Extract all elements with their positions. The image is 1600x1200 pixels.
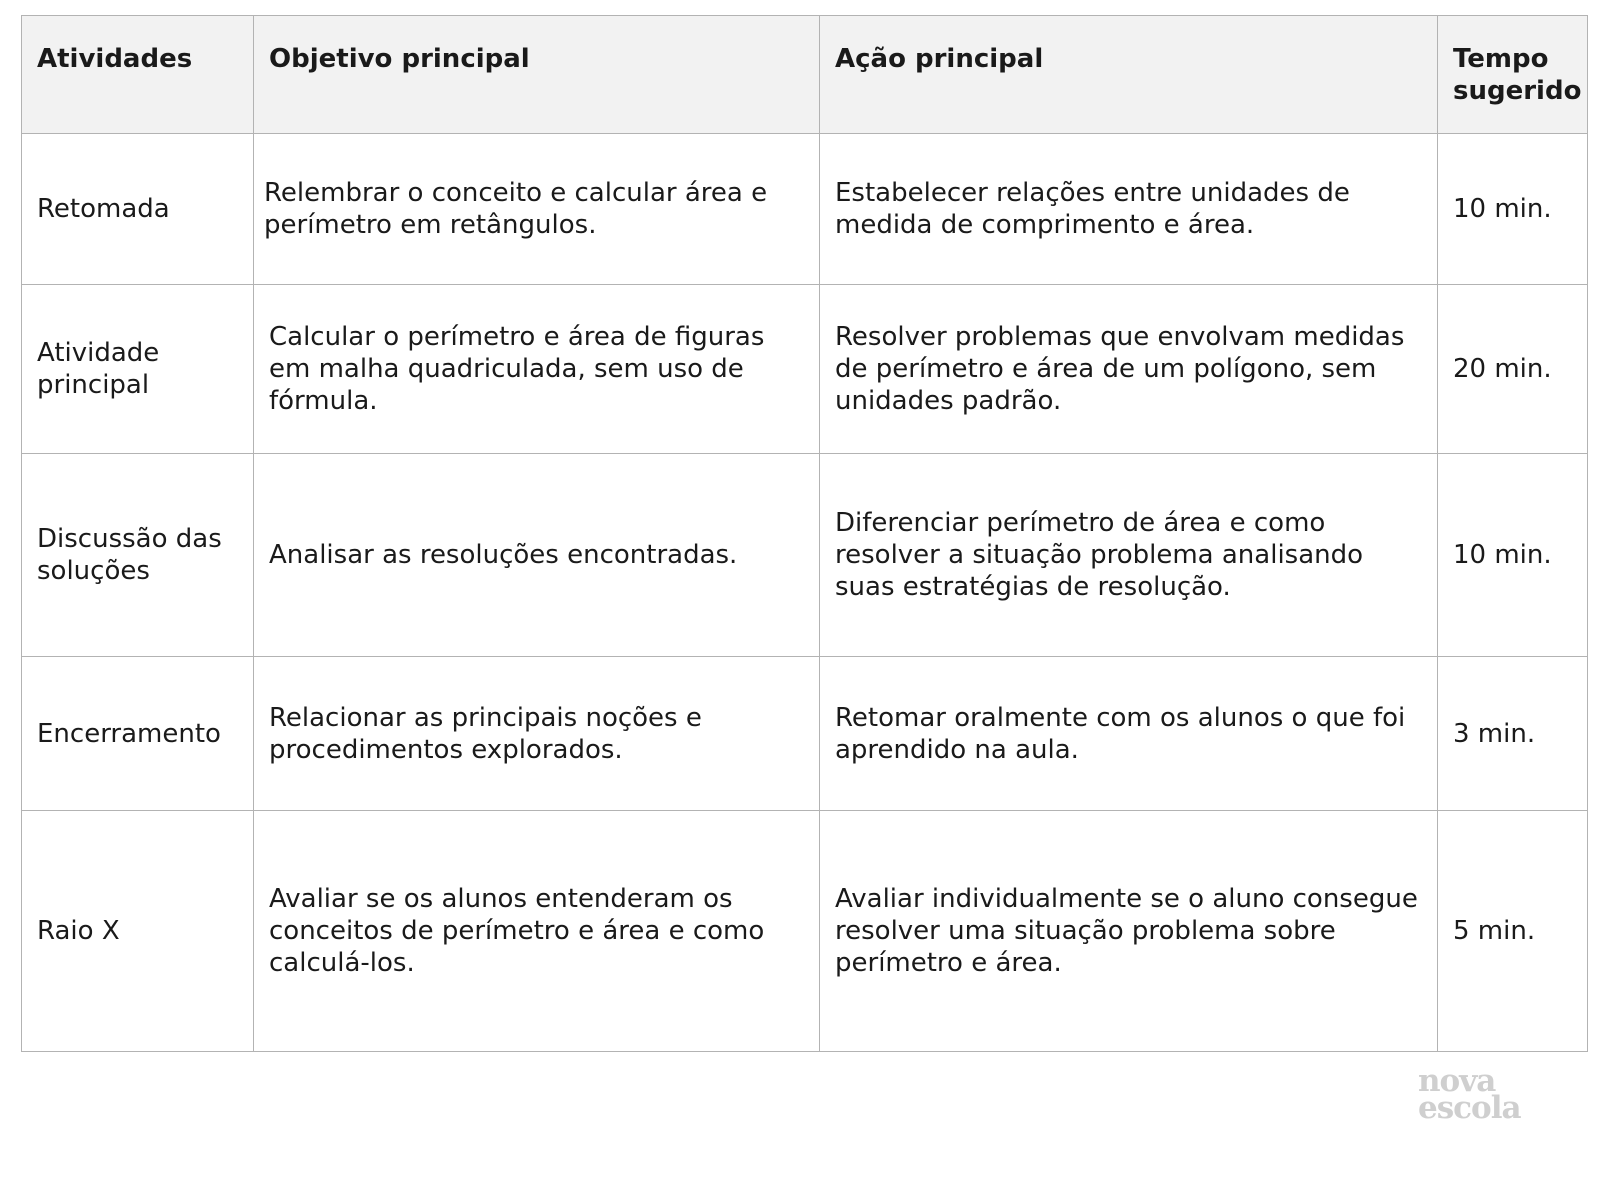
- nova-escola-logo: [1418, 1063, 1548, 1126]
- cell-objetivo: Relembrar o conceito e calcular área e perímetro em retângulos.: [254, 134, 820, 285]
- header-atividades: Atividades: [22, 16, 254, 134]
- cell-tempo: 3 min.: [1438, 657, 1588, 811]
- logo-line-nova: nova: [1418, 1063, 1496, 1099]
- header-tempo-sugerido: Tempo sugerido: [1438, 16, 1588, 134]
- cell-tempo: 10 min.: [1438, 134, 1588, 285]
- cell-atividade: Encerramento: [22, 657, 254, 811]
- table-row: [22, 285, 1588, 454]
- cell-tempo: 20 min.: [1438, 285, 1588, 454]
- table-header-row: [22, 16, 1588, 134]
- cell-objetivo: Analisar as resoluções encontradas.: [254, 454, 820, 657]
- cell-acao: Avaliar individualmente se o aluno consegue resolver uma situação problema sobre perímetro e área.: [820, 811, 1438, 1052]
- cell-tempo: 10 min.: [1438, 454, 1588, 657]
- cell-objetivo: Relacionar as principais noções e procedimentos explorados.: [254, 657, 820, 811]
- cell-atividade: Raio X: [22, 811, 254, 1052]
- header-acao-principal: Ação principal: [820, 16, 1438, 134]
- cell-atividade: Retomada: [22, 134, 254, 285]
- cell-objetivo: Calcular o perímetro e área de figuras em malha quadriculada, sem uso de fórmula.: [254, 285, 820, 454]
- table-row: [22, 134, 1588, 285]
- cell-acao: Resolver problemas que envolvam medidas de perímetro e área de um polígono, sem unidades padrão.: [820, 285, 1438, 454]
- cell-objetivo: Avaliar se os alunos entenderam os conceitos de perímetro e área e como calculá-los.: [254, 811, 820, 1052]
- cell-acao: Diferenciar perímetro de área e como resolver a situação problema analisando suas estratégias de resolução.: [820, 454, 1438, 657]
- logo-line-escola: escola: [1418, 1090, 1521, 1126]
- cell-atividade: Discussão das soluções: [22, 454, 254, 657]
- cell-tempo: 5 min.: [1438, 811, 1588, 1052]
- header-objetivo-principal: Objetivo principal: [254, 16, 820, 134]
- cell-acao: Estabelecer relações entre unidades de medida de comprimento e área.: [820, 134, 1438, 285]
- table-row: [22, 454, 1588, 657]
- table-row: [22, 811, 1588, 1052]
- cell-atividade: Atividade principal: [22, 285, 254, 454]
- table-row: [22, 657, 1588, 811]
- lesson-plan-table: [21, 15, 1588, 1052]
- cell-acao: Retomar oralmente com os alunos o que foi aprendido na aula.: [820, 657, 1438, 811]
